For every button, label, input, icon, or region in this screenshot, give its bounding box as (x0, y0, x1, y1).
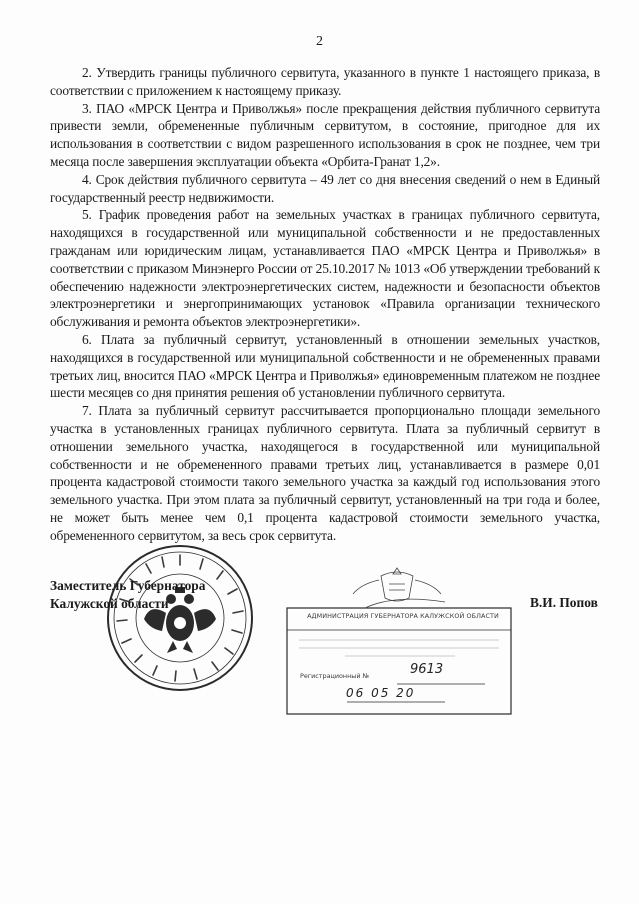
signer-name: В.И. Попов (530, 595, 598, 610)
paragraph-3: 3. ПАО «МРСК Центра и Приволжья» после прекращения действия публичного сервитута привести земли, обремененные публичным сервитутом, в состояние, пригодное для их использования в соответствии с видом разрешенного использования в срок не позднее, чем три месяца после завершения эксплуатации объекта «Орбита-Гранат 1,2». (50, 100, 600, 169)
signature-position-line-1: Заместитель Губернатора (50, 578, 206, 593)
paragraph-4: 4. Срок действия публичного сервитута – 49 лет со дня внесения сведений о нем в Единый государственный реестр недвижимости. (50, 171, 600, 205)
official-seal-icon (105, 543, 255, 693)
paragraph-7: 7. Плата за публичный сервитут рассчитывается пропорционально площади земельного участка в установленных границах публичного сервитута. Плата за публичный сервитут в отношении земельного участка, находящегося в государственной или муниципальной собственности и не обремененного правами третьих лиц, устанавливается в размере 0,01 процента кадастровой стоимости такого земельного участка за каждый год использования этого земельного участка. При этом плата за публичный сервитут, установленный на три года и более, не может быть менее чем 0,1 процента кадастровой стоимости земельного участка, обремененного сервитутом, за весь срок сервитута. (50, 403, 600, 543)
paragraph-2: 2. Утвердить границы публичного сервитута, указанного в пункте 1 настоящего приказа, в соответствии с приложением к настоящему приказу. (50, 65, 600, 98)
registration-number-label: Регистрационный № (300, 672, 370, 680)
registration-number: 9613 (410, 662, 444, 677)
registration-date: 06 05 20 (346, 686, 416, 700)
registration-stamp-title: АДМИНИСТРАЦИЯ ГУБЕРНАТОРА КАЛУЖСКОЙ ОБЛАСТИ (307, 612, 499, 620)
signature-position (50, 577, 205, 613)
paragraph-6: 6. Плата за публичный сервитут, установленный в отношении земельных участков, находящихся в государственной или муниципальной собственности и не обремененных правами третьих лиц, вносится ПАО «МРСК Центра и Приволжья» единовременным платежом не позднее шести месяцев со дня принятия решения об установлении публичного сервитута. (50, 331, 600, 401)
paragraph-5: 5. График проведения работ на земельных участках в границах публичного сервитута, находящихся в государственной или муниципальной собственности и не предоставленных гражданам или юридическим лицам, устанавливается ПАО «МРСК Центра и Приволжья» в соответствии с приказом Минэнерго России от 25.10.2017 № 1013 «Об утверждении требований к обеспечению надежности электроэнергетических систем, надежности и безопасности объектов электроэнергетики и энергопринимающих установок «Правила организации технического обслуживания и ремонта объектов электроэнергетики». (50, 207, 600, 330)
signature-position-line-2: Калужской области (50, 596, 169, 611)
page-number: 2 (316, 34, 323, 49)
document-body (50, 64, 600, 545)
